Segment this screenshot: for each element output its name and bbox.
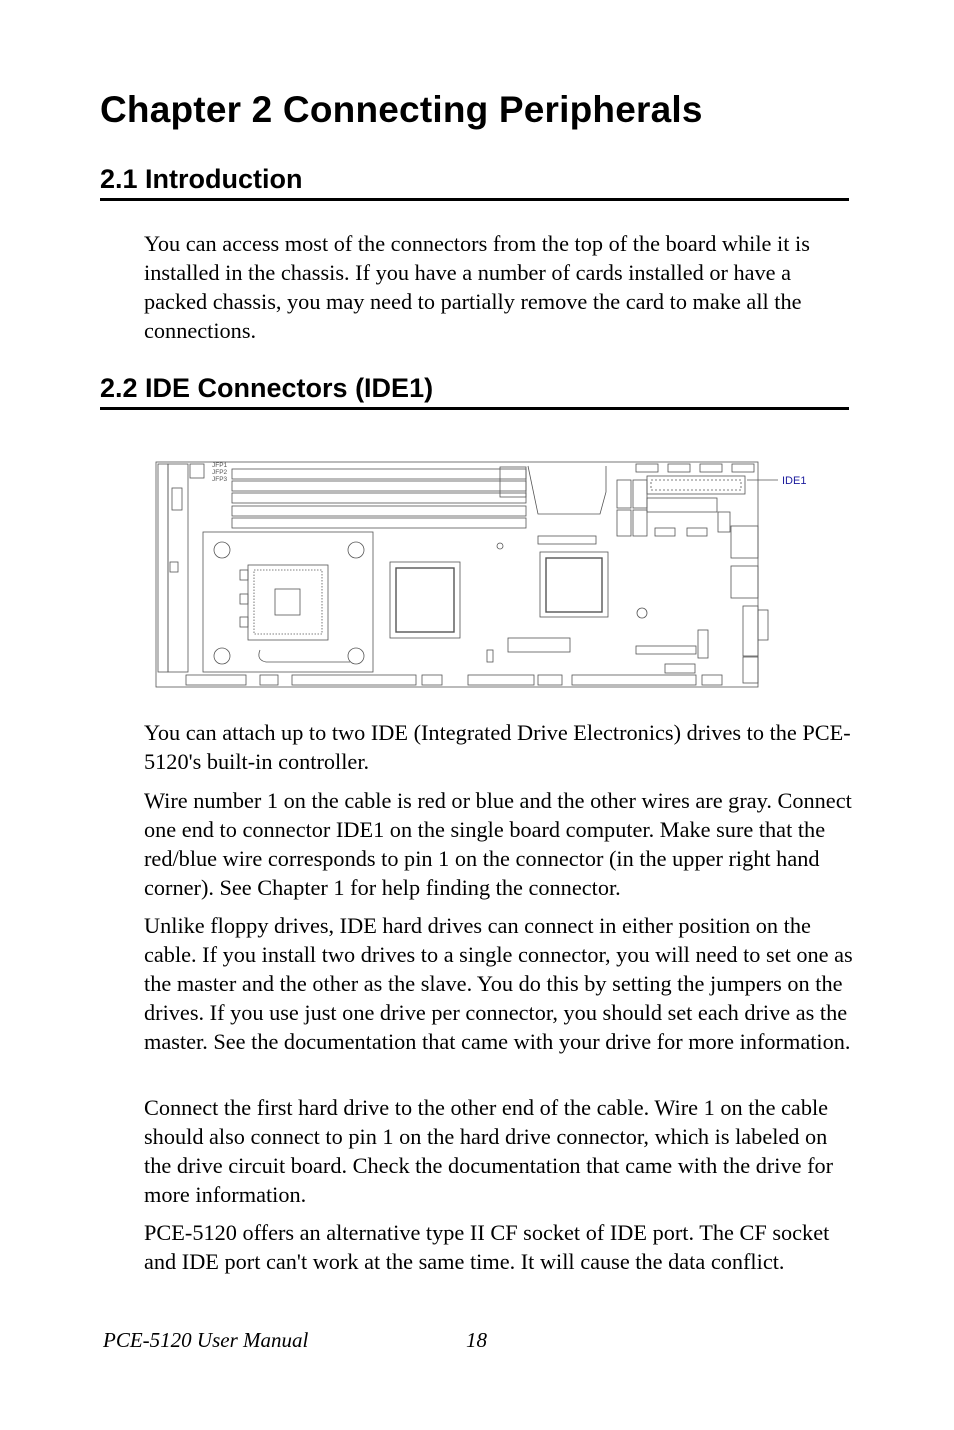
ide-paragraph: Connect the first hard drive to the other end of the cable. Wire 1 on the cable should also connect to pin 1 on the hard drive connector, which is labeled on the drive circuit board. Check the documentation that came with the drive for more information. [144, 1095, 834, 1207]
section-title-ide-connectors: 2.2 IDE Connectors (IDE1) [100, 371, 849, 410]
footer-page-number: 18 [466, 1328, 487, 1352]
footer-manual-title: PCE-5120 User Manual [103, 1328, 309, 1352]
jumper-label: JFP3 [212, 476, 228, 483]
intro-paragraph: You can access most of the connectors from the top of the board while it is installed in the chassis. If you have a number of cards installed or have a packed chassis, you may need to partially remove the card to make all the connections. [144, 231, 810, 343]
jumper-label: JFP1 [212, 462, 228, 469]
chapter-title: Chapter 2 Connecting Peripherals [100, 89, 703, 130]
board-outline [156, 462, 758, 687]
ide-paragraph: PCE-5120 offers an alternative type II CF socket of IDE port. The CF socket and IDE port can't work at the same time. It will cause the data conflict. [144, 1220, 830, 1274]
ide-paragraph: Unlike floppy drives, IDE hard drives can connect in either position on the cable. If you install two drives to a single connector, you will need to set one as the master and the other as the slave. You do this by setting the jumpers on the drives. If you use just one drive per connector, you should set each drive as the master. See the documentation that came with your drive for more information. [144, 913, 853, 1054]
ide-paragraph: You can attach up to two IDE (Integrated Drive Electronics) drives to the PCE-5120's built-in controller. [144, 720, 851, 774]
ide1-callout-label: IDE1 [782, 475, 807, 487]
section-title-introduction: 2.1 Introduction [100, 162, 849, 201]
ide-paragraph: Wire number 1 on the cable is red or blue and the other wires are gray. Connect one end to connector IDE1 on the single board computer. Make sure that the red/blue wire corresponds to pin 1 on the connector (in the upper right hand corner). See Chapter 1 for help finding the connector. [144, 788, 852, 900]
board-layout-diagram [150, 452, 807, 696]
jumper-label: JFP2 [212, 469, 228, 476]
ide1-connector [647, 476, 745, 494]
